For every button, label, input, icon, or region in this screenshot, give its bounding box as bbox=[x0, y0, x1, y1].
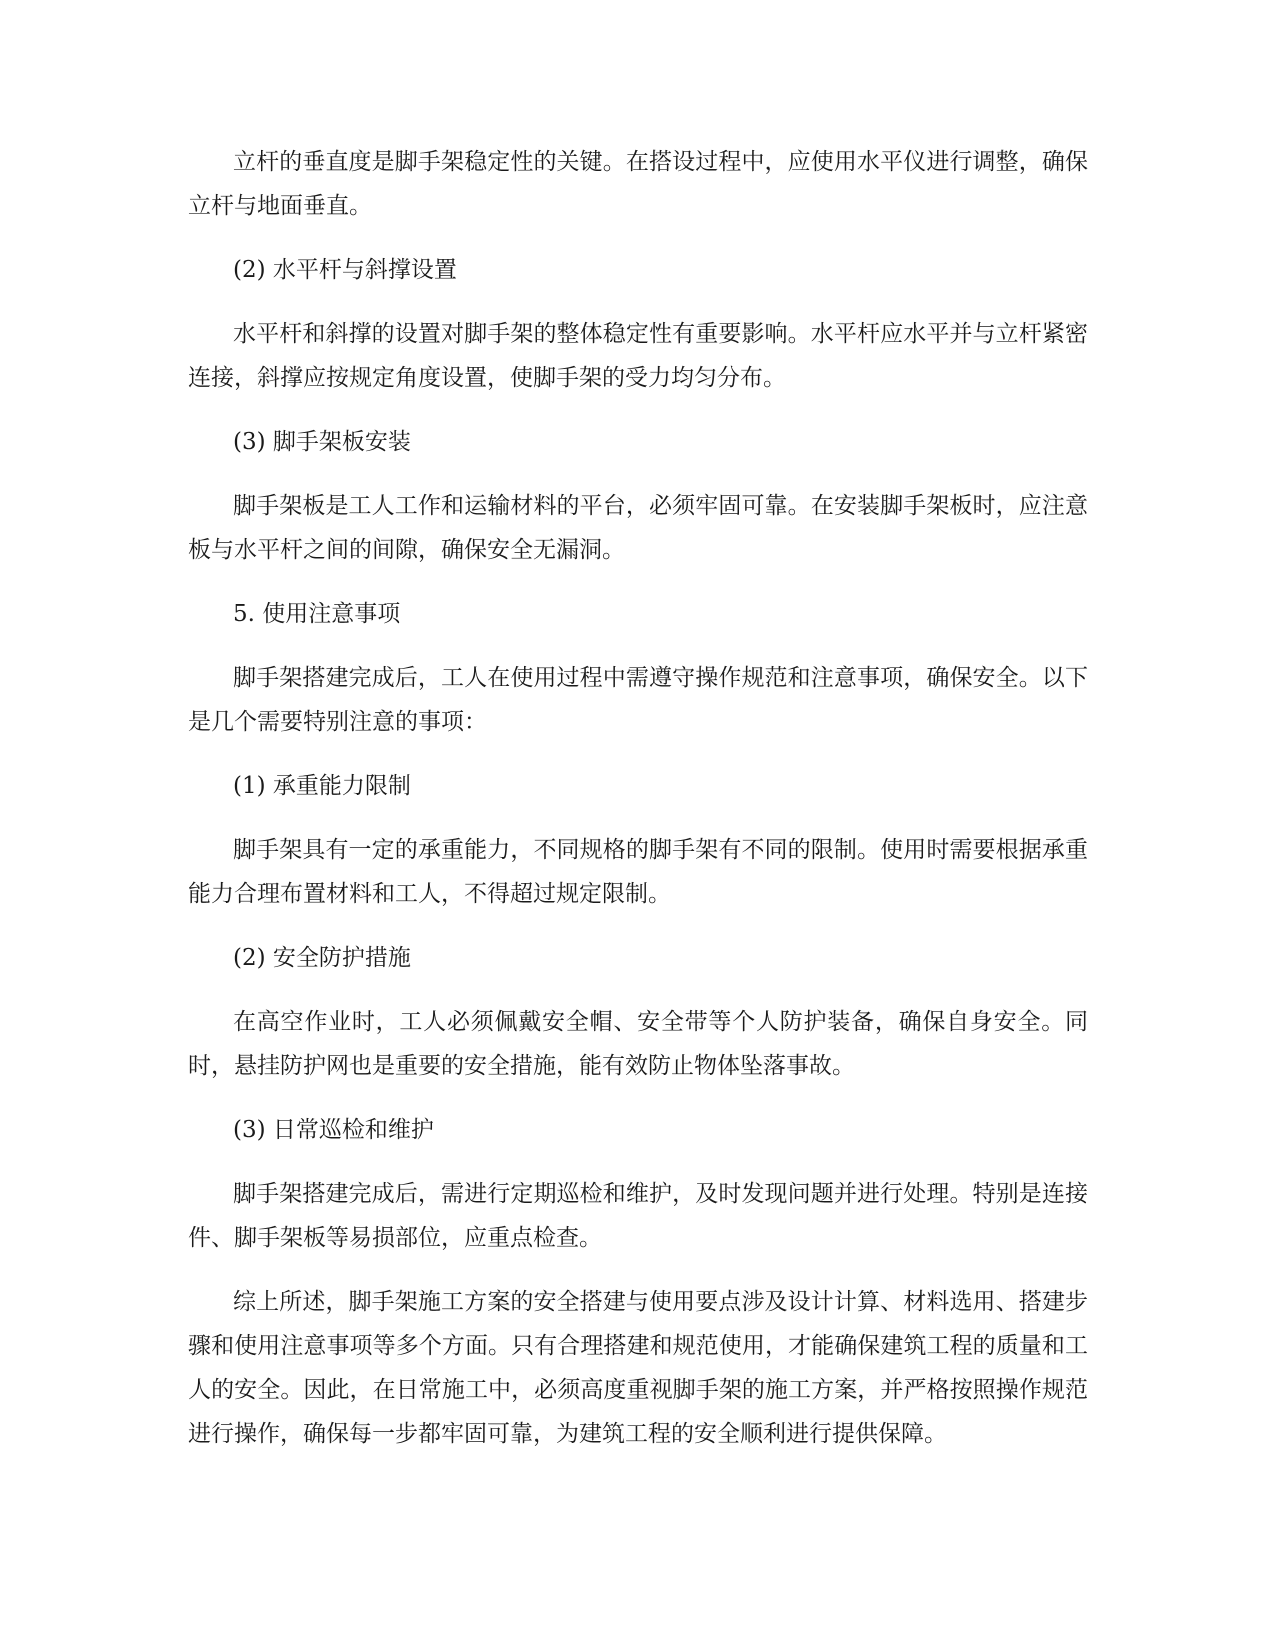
heading-horizontal-bracing: (2) 水平杆与斜撑设置 bbox=[233, 257, 457, 283]
paragraph-safety-protection: 在高空作业时，工人必须佩戴安全帽、安全带等个人防护装备，确保自身安全。同时，悬挂防护网也是重要的安全措施，能有效防止物体坠落事故。 bbox=[188, 1009, 1088, 1079]
heading-scaffold-board: (3) 脚手架板安装 bbox=[233, 429, 411, 455]
paragraph-vertical-pole: 立杆的垂直度是脚手架稳定性的关键。在搭设过程中，应使用水平仪进行调整，确保立杆与地面垂直。 bbox=[188, 149, 1088, 219]
document-page bbox=[188, 140, 1088, 1476]
paragraph-usage-notes: 脚手架搭建完成后，工人在使用过程中需遵守操作规范和注意事项，确保安全。以下是几个需要特别注意的事项： bbox=[188, 665, 1088, 735]
heading-usage-notes: 5. 使用注意事项 bbox=[233, 601, 401, 627]
paragraph-conclusion: 综上所述，脚手架施工方案的安全搭建与使用要点涉及设计计算、材料选用、搭建步骤和使用注意事项等多个方面。只有合理搭建和规范使用，才能确保建筑工程的质量和工人的安全。因此，在日常施工中，必须高度重视脚手架的施工方案，并严格按照操作规范进行操作，确保每一步都牢固可靠，为建筑工程的安全顺利进行提供保障。 bbox=[188, 1289, 1088, 1447]
paragraph-inspection-maintenance: 脚手架搭建完成后，需进行定期巡检和维护，及时发现问题并进行处理。特别是连接件、脚手架板等易损部位，应重点检查。 bbox=[188, 1181, 1088, 1251]
paragraph-scaffold-board: 脚手架板是工人工作和运输材料的平台，必须牢固可靠。在安装脚手架板时，应注意板与水平杆之间的间隙，确保安全无漏洞。 bbox=[188, 493, 1088, 563]
paragraph-horizontal-bracing: 水平杆和斜撑的设置对脚手架的整体稳定性有重要影响。水平杆应水平并与立杆紧密连接，斜撑应按规定角度设置，使脚手架的受力均匀分布。 bbox=[188, 321, 1088, 391]
heading-load-limit: (1) 承重能力限制 bbox=[233, 773, 411, 799]
heading-inspection-maintenance: (3) 日常巡检和维护 bbox=[233, 1117, 434, 1143]
heading-safety-protection: (2) 安全防护措施 bbox=[233, 945, 411, 971]
paragraph-load-limit: 脚手架具有一定的承重能力，不同规格的脚手架有不同的限制。使用时需要根据承重能力合理布置材料和工人，不得超过规定限制。 bbox=[188, 837, 1088, 907]
